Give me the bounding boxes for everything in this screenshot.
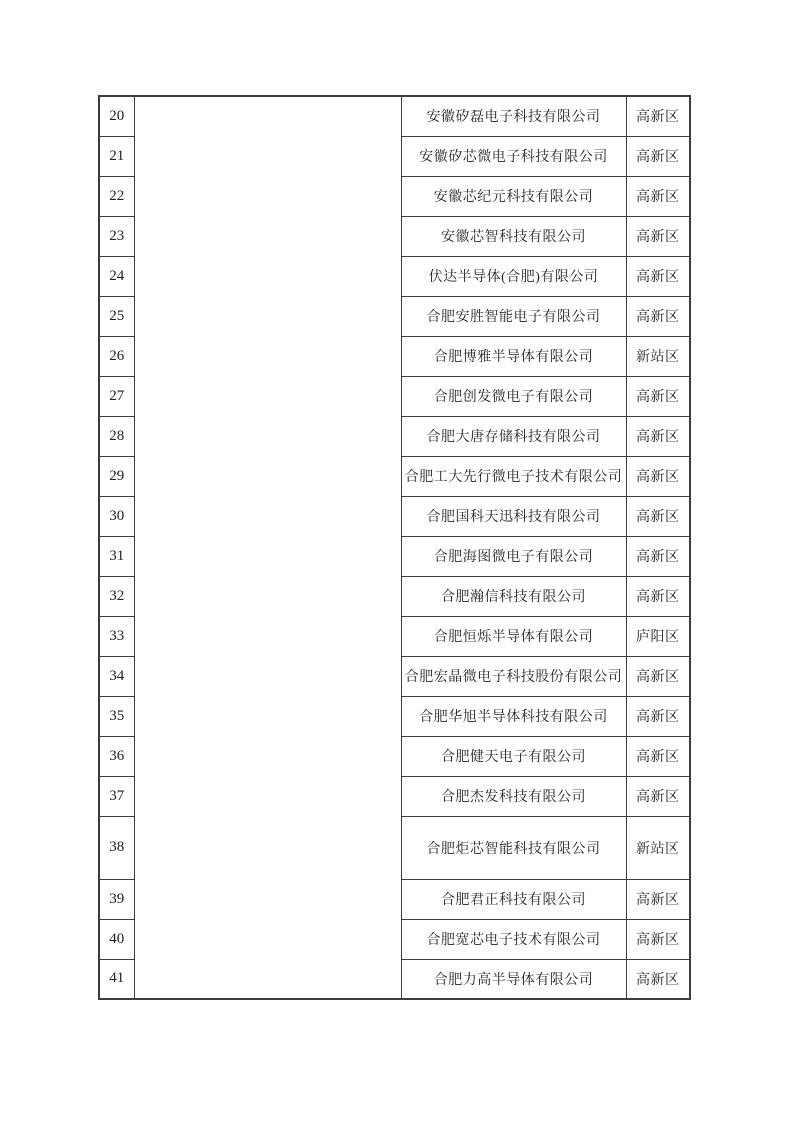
row-number-cell: 25 — [99, 296, 134, 336]
company-name-cell: 合肥健天电子有限公司 — [401, 736, 626, 776]
row-number-cell: 30 — [99, 496, 134, 536]
district-cell: 高新区 — [626, 696, 690, 736]
district-cell: 高新区 — [626, 776, 690, 816]
row-number-cell: 35 — [99, 696, 134, 736]
row-number-cell: 34 — [99, 656, 134, 696]
district-cell: 高新区 — [626, 656, 690, 696]
district-cell: 新站区 — [626, 336, 690, 376]
company-name-cell: 合肥华旭半导体科技有限公司 — [401, 696, 626, 736]
district-cell: 高新区 — [626, 96, 690, 136]
company-name-cell: 合肥炬芯智能科技有限公司 — [401, 816, 626, 879]
district-cell: 高新区 — [626, 416, 690, 456]
company-table — [98, 95, 691, 1000]
row-number-cell: 24 — [99, 256, 134, 296]
company-name-cell: 合肥君正科技有限公司 — [401, 879, 626, 919]
table-row — [99, 96, 690, 136]
company-name-cell: 合肥博雅半导体有限公司 — [401, 336, 626, 376]
company-name-cell: 合肥力高半导体有限公司 — [401, 959, 626, 999]
district-cell: 高新区 — [626, 736, 690, 776]
row-number-cell: 32 — [99, 576, 134, 616]
row-number-cell: 33 — [99, 616, 134, 656]
company-name-cell: 合肥大唐存储科技有限公司 — [401, 416, 626, 456]
district-cell: 高新区 — [626, 879, 690, 919]
district-cell: 高新区 — [626, 216, 690, 256]
row-number-cell: 38 — [99, 816, 134, 879]
district-cell: 高新区 — [626, 136, 690, 176]
district-cell: 高新区 — [626, 576, 690, 616]
row-number-cell: 26 — [99, 336, 134, 376]
district-cell: 高新区 — [626, 496, 690, 536]
company-name-cell: 合肥宽芯电子技术有限公司 — [401, 919, 626, 959]
district-cell: 高新区 — [626, 536, 690, 576]
row-number-cell: 27 — [99, 376, 134, 416]
company-name-cell: 合肥工大先行微电子技术有限公司 — [401, 456, 626, 496]
row-number-cell: 41 — [99, 959, 134, 999]
merged-empty-cell — [134, 96, 401, 999]
row-number-cell: 37 — [99, 776, 134, 816]
row-number-cell: 28 — [99, 416, 134, 456]
company-name-cell: 合肥杰发科技有限公司 — [401, 776, 626, 816]
district-cell: 高新区 — [626, 256, 690, 296]
company-name-cell: 合肥恒烁半导体有限公司 — [401, 616, 626, 656]
row-number-cell: 36 — [99, 736, 134, 776]
district-cell: 庐阳区 — [626, 616, 690, 656]
district-cell: 高新区 — [626, 919, 690, 959]
row-number-cell: 40 — [99, 919, 134, 959]
company-name-cell: 合肥国科天迅科技有限公司 — [401, 496, 626, 536]
district-cell: 高新区 — [626, 959, 690, 999]
district-cell: 高新区 — [626, 176, 690, 216]
district-cell: 高新区 — [626, 456, 690, 496]
row-number-cell: 23 — [99, 216, 134, 256]
company-name-cell: 安徽矽芯微电子科技有限公司 — [401, 136, 626, 176]
row-number-cell: 39 — [99, 879, 134, 919]
district-cell: 高新区 — [626, 296, 690, 336]
company-name-cell: 合肥瀚信科技有限公司 — [401, 576, 626, 616]
company-name-cell: 合肥海图微电子有限公司 — [401, 536, 626, 576]
row-number-cell: 22 — [99, 176, 134, 216]
district-cell: 新站区 — [626, 816, 690, 879]
company-name-cell: 合肥创发微电子有限公司 — [401, 376, 626, 416]
row-number-cell: 20 — [99, 96, 134, 136]
company-name-cell: 安徽芯智科技有限公司 — [401, 216, 626, 256]
district-cell: 高新区 — [626, 376, 690, 416]
company-name-cell: 合肥宏晶微电子科技股份有限公司 — [401, 656, 626, 696]
company-name-cell: 伏达半导体(合肥)有限公司 — [401, 256, 626, 296]
company-name-cell: 安徽矽磊电子科技有限公司 — [401, 96, 626, 136]
company-name-cell: 安徽芯纪元科技有限公司 — [401, 176, 626, 216]
company-name-cell: 合肥安胜智能电子有限公司 — [401, 296, 626, 336]
row-number-cell: 31 — [99, 536, 134, 576]
row-number-cell: 29 — [99, 456, 134, 496]
row-number-cell: 21 — [99, 136, 134, 176]
